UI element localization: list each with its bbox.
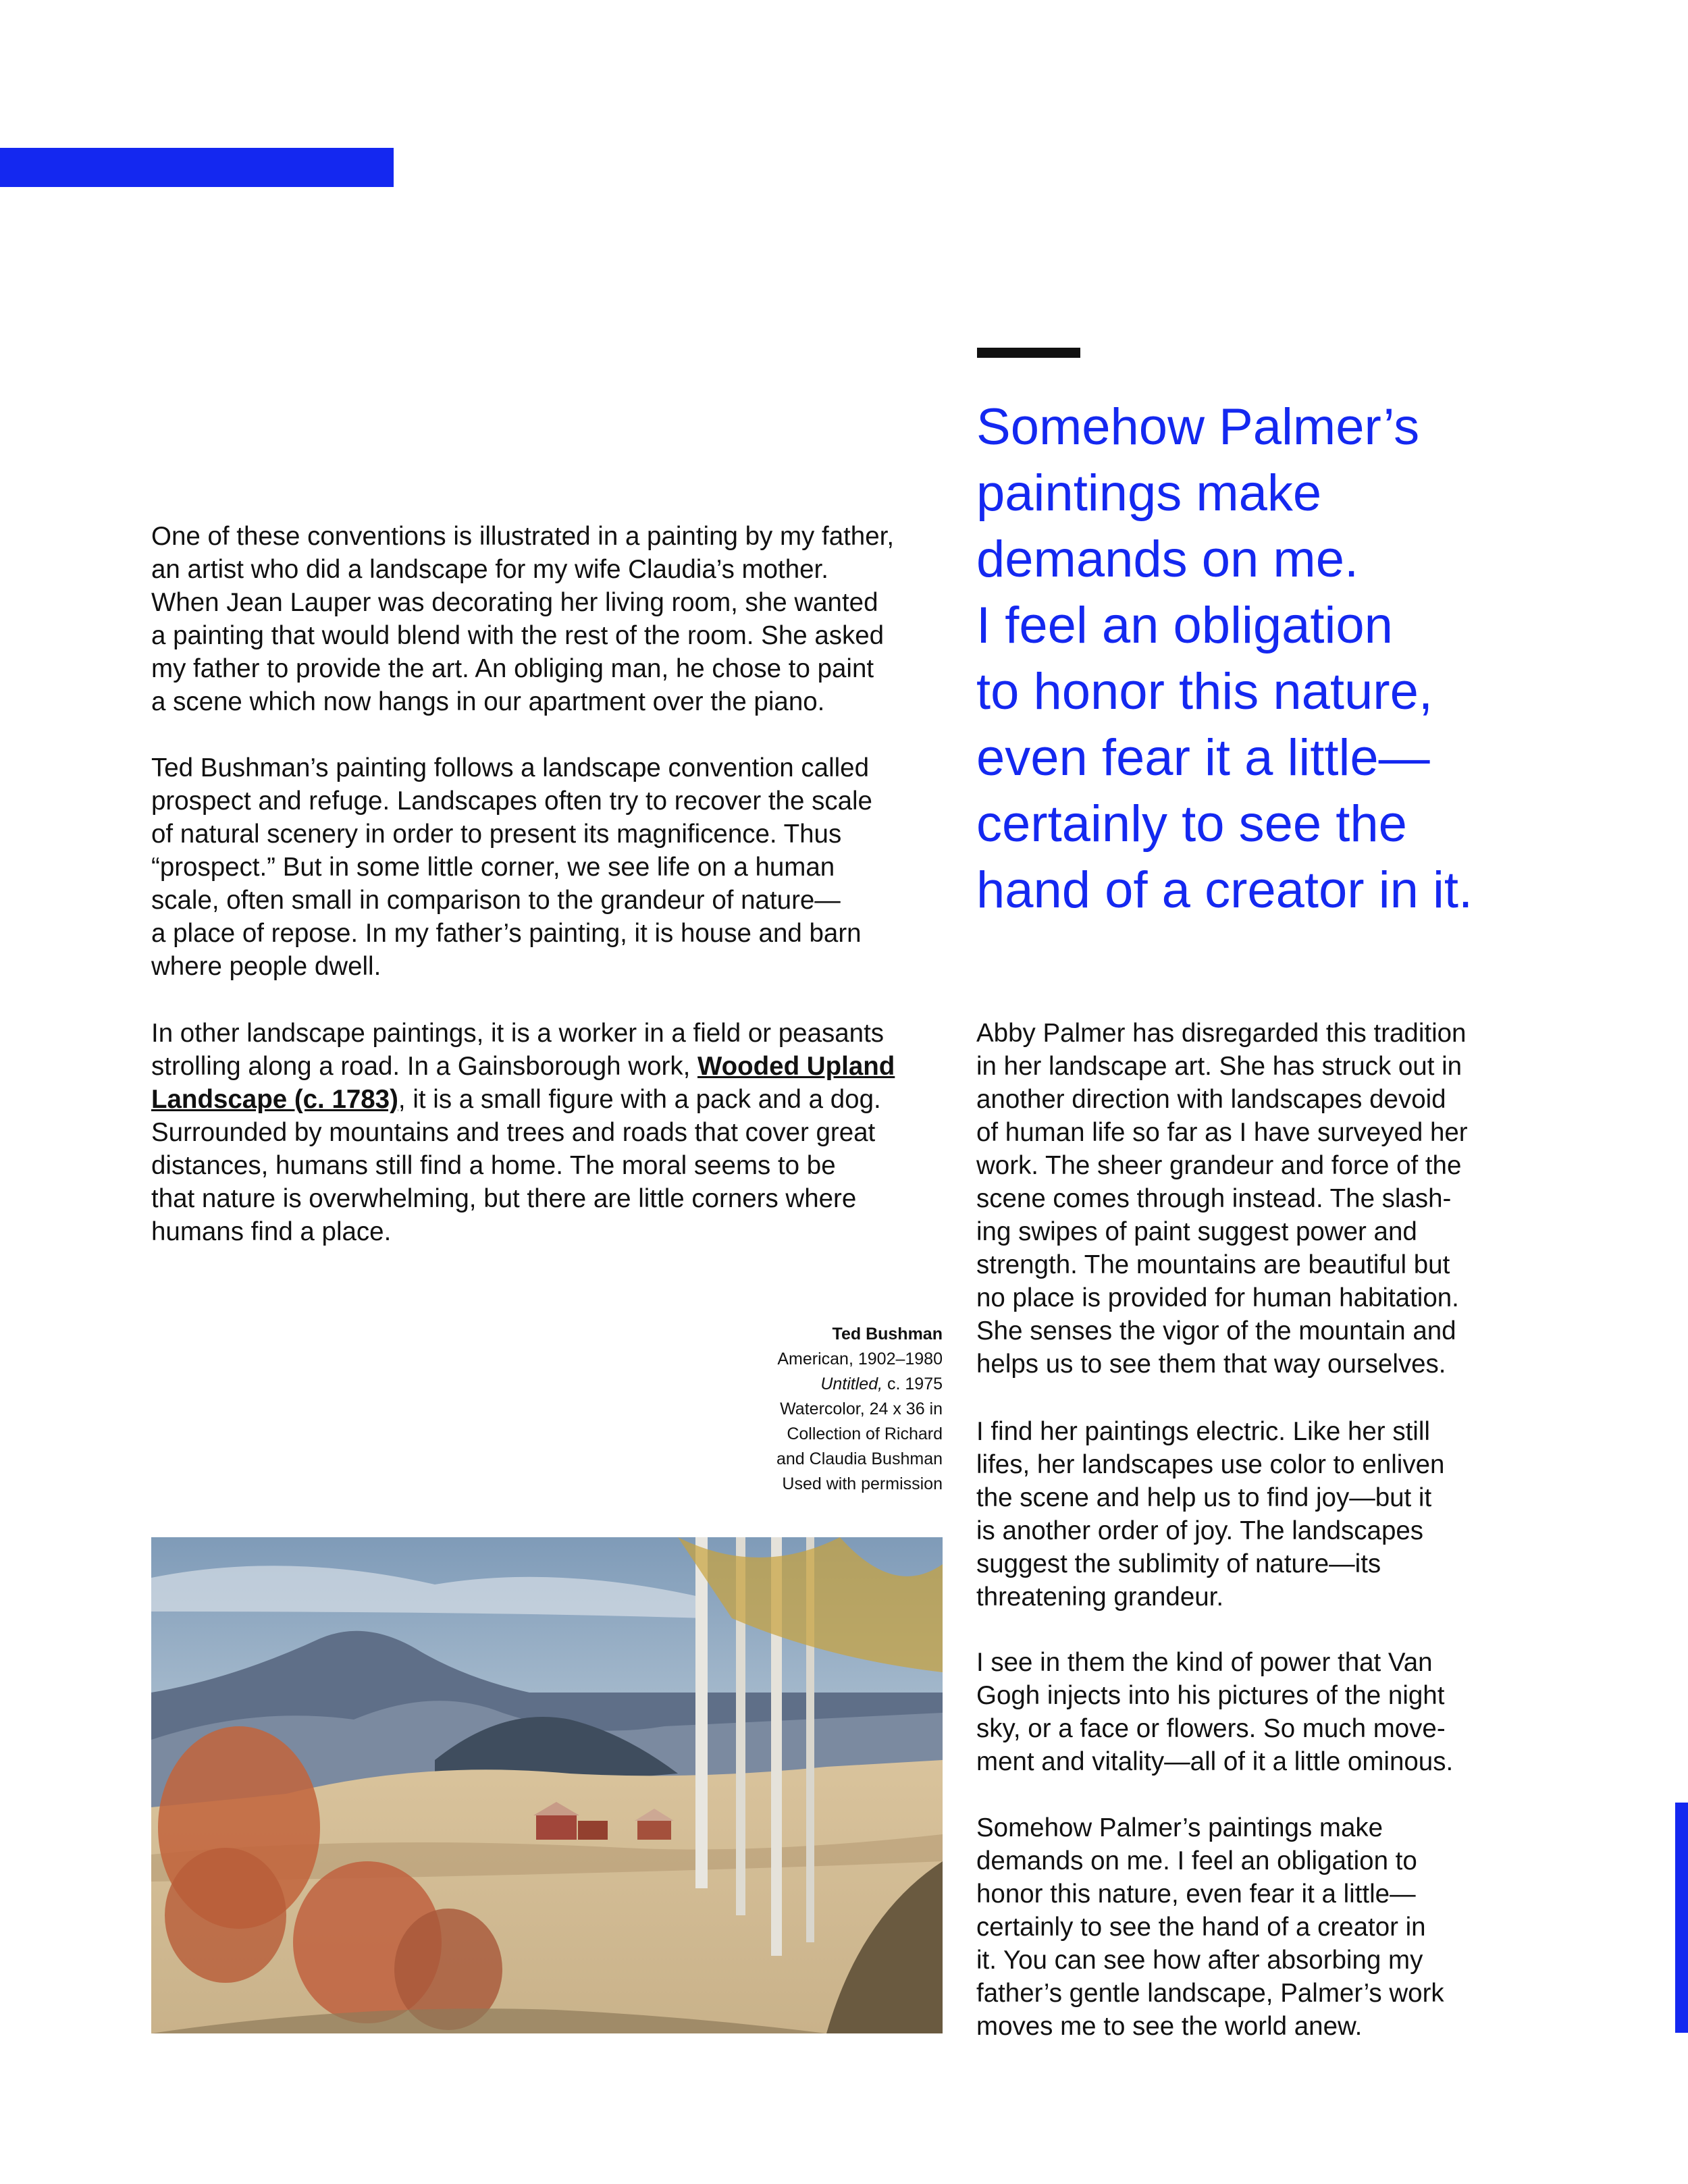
caption-artist: Ted Bushman — [832, 1325, 943, 1343]
landscape-painting — [151, 1537, 943, 2033]
body-paragraph-palmer-tradition: Abby Palmer has disregarded this tradition in her landscape art. She has struck out in another direction with landscapes devoid of human life so far as I have surveyed her work. The sheer grandeur and force of the scene comes through instead. The slash- ing swipes of paint suggest power and strength. The mountains are beautiful but no place is provided for human habitation. She senses the vigor of the mountain and helps us to see them that way ourselves. — [976, 1019, 1468, 1379]
pull-quote-line: hand of a creator in it. — [976, 861, 1473, 919]
pull-quote — [976, 394, 1652, 924]
caption-collection: Collection of Richard — [787, 1424, 943, 1443]
body-paragraph-conventions: One of these conventions is illustrated in a painting by my father, an artist who did a landscape for my wife Claudia’s mother. When Jean Lauper was decorating her living room, she wanted a painting that would blend with the rest of the room. She asked my father to provide the art. An obliging man, he chose to paint a scene which now hangs in our apartment over the piano. — [151, 522, 895, 716]
body-paragraph-demands: Somehow Palmer’s paintings make demands on me. I feel an obligation to honor this nature, even fear it a little— certainly to see the hand of a creator in it. You can see how after absorbing my father’s gentle landscape, Palmer’s work moves me to see the world anew. — [976, 1813, 1444, 2041]
pull-quote-line: even fear it a little— — [976, 729, 1430, 787]
accent-bar-side — [1675, 1803, 1688, 2033]
wooded-upland-link-cont[interactable]: Landscape (c. 1783) — [151, 1085, 398, 1114]
body-paragraph-gainsborough: In other landscape paintings, it is a worker in a field or peasants strolling along a road. In a Gainsborough work, Wooded Upland Landscape (c. 1783), it is a small figure with a pack and a dog. Surrounded by mountains and trees and roads that cover great distances, humans still find a home. The moral seems to be that nature is overwhelming, but there are little corners where humans find a place. — [151, 1019, 895, 1246]
body-paragraph-electric: I find her paintings electric. Like her still lifes, her landscapes use color to enliven the scene and help us to find joy—but it is another order of joy. The landscapes suggest the sublimity of nature—its threatening grandeur. — [976, 1417, 1445, 1612]
pullquote-rule — [977, 348, 1080, 358]
caption-title: Untitled, c. 1975 — [820, 1375, 943, 1393]
pull-quote-line: Somehow Palmer’s — [976, 398, 1420, 456]
pull-quote-line: demands on me. — [976, 531, 1359, 588]
wooded-upland-link[interactable]: Wooded Upland — [697, 1052, 895, 1081]
accent-bar-top — [0, 148, 394, 187]
pull-quote-line: certainly to see the — [976, 795, 1407, 853]
pull-quote-line: paintings make — [976, 464, 1322, 522]
caption-permission: Used with permission — [782, 1474, 943, 1493]
pull-quote-line: to honor this nature, — [976, 663, 1433, 720]
body-paragraph-prospect-refuge: Ted Bushman’s painting follows a landscape convention called prospect and refuge. Landscapes often try to recover the scale of natural scenery in order to present its magnificence. Thus “prospect.” But in some little corner, we see life on a human scale, often small in comparison to the grandeur of nature— a place of repose. In my father’s painting, it is house and barn where people dwell. — [151, 753, 872, 981]
pull-quote-line: I feel an obligation — [976, 597, 1393, 654]
painting-caption — [672, 1322, 943, 1497]
body-paragraph-van-gogh: I see in them the kind of power that Van Gogh injects into his pictures of the night sky, or a face or flowers. So much move- ment and vitality—all of it a little ominous. — [976, 1648, 1454, 1776]
caption-collection: and Claudia Bushman — [776, 1449, 943, 1468]
caption-medium: Watercolor, 24 x 36 in — [780, 1400, 943, 1418]
caption-nationality: American, 1902–1980 — [777, 1350, 943, 1368]
